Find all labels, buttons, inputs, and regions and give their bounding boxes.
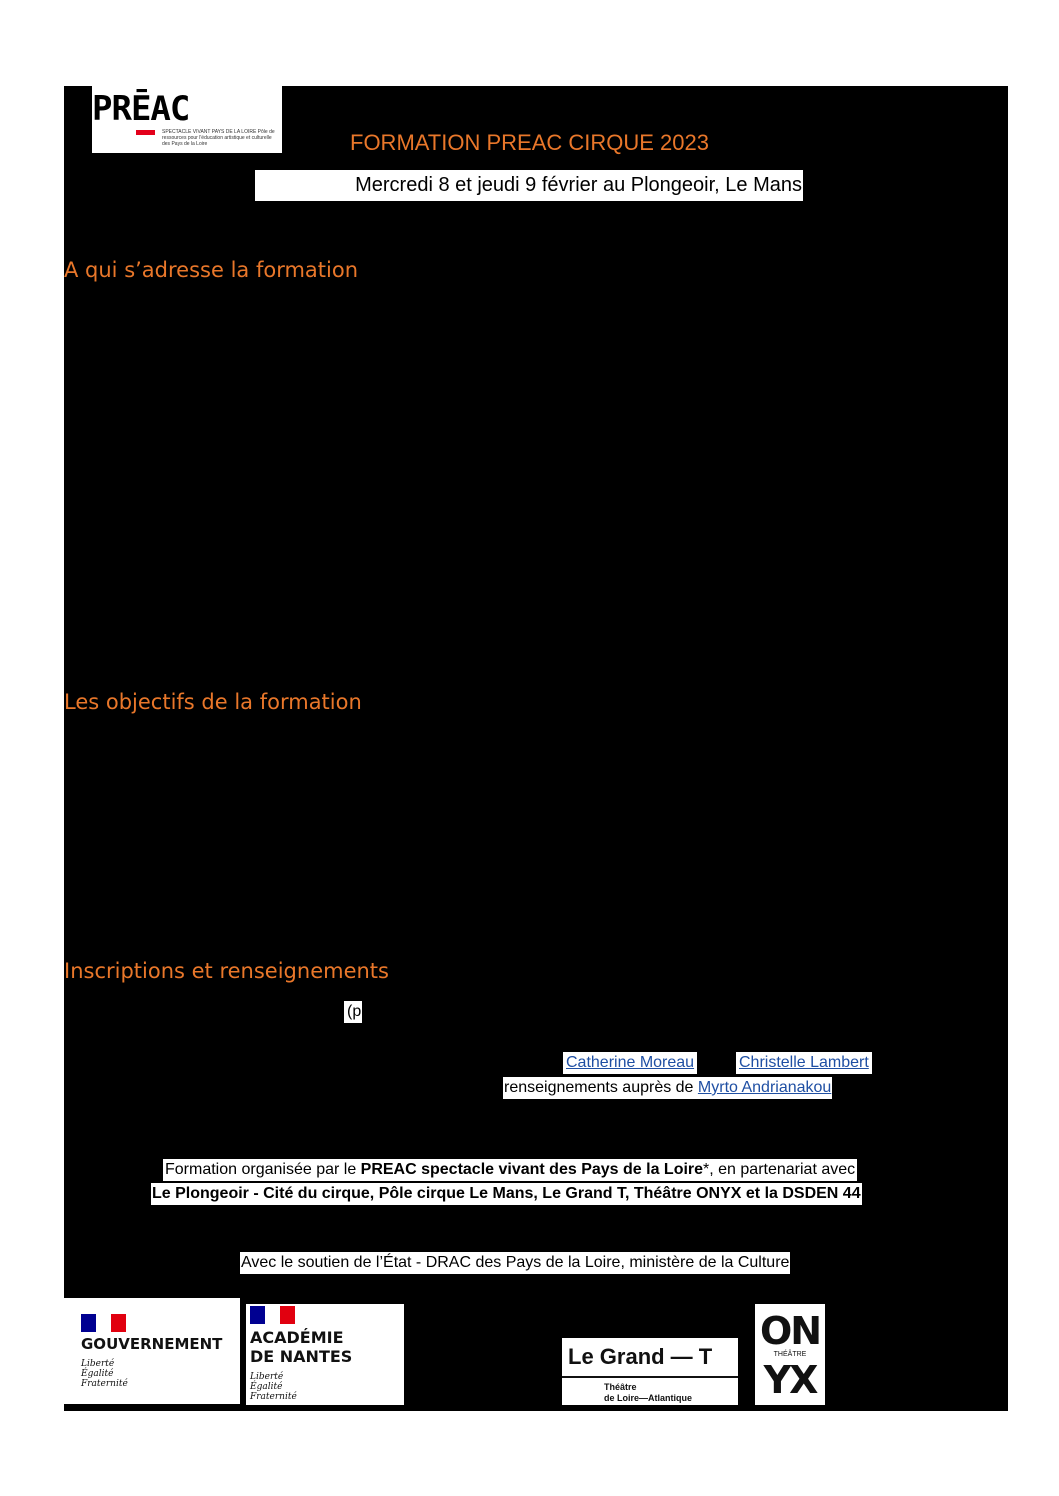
organised-prefix: Formation organisée par le: [165, 1161, 361, 1178]
french-flag-icon: [81, 1314, 126, 1332]
le-grand-t-sub-line: de Loire—Atlantique: [604, 1393, 693, 1403]
motto-line: Fraternité: [81, 1379, 128, 1389]
partners-line: Le Plongeoir - Cité du cirque, Pôle cirque Le Mans, Le Grand T, Théâtre ONYX et la DSDEN 44: [151, 1183, 862, 1205]
organised-suffix: *, en partenariat avec: [703, 1161, 856, 1178]
info-prefix: renseignements auprès de: [504, 1079, 698, 1096]
contact-link-text: Catherine Moreau: [566, 1054, 695, 1071]
gouvernement-logo: [64, 1298, 240, 1404]
academie-name-line: ACADÉMIE: [250, 1328, 344, 1347]
onyx-logo: [755, 1304, 825, 1405]
heading-audience: A qui s’adresse la formation: [64, 258, 359, 282]
registration-fragment: (p: [344, 1001, 362, 1023]
gouvernement-name: GOUVERNEMENT: [81, 1335, 223, 1353]
organised-by-line: [163, 1159, 857, 1181]
preac-logo-red-bar: [136, 130, 155, 135]
support-line: Avec le soutien de l’État - DRAC des Pays de la Loire, ministère de la Culture: [240, 1252, 790, 1274]
motto-line: Fraternité: [250, 1392, 297, 1402]
heading-objectives: Les objectifs de la formation: [64, 690, 362, 714]
onyx-top: ON: [759, 1309, 821, 1353]
motto-line: Liberté: [81, 1359, 115, 1369]
le-grand-t-sub-line: Théâtre: [604, 1382, 637, 1392]
page-title: FORMATION PREAC CIRQUE 2023: [350, 130, 709, 155]
academie-motto: [250, 1372, 297, 1402]
le-grand-t-subtitle: [604, 1382, 692, 1404]
le-grand-t-logo: [562, 1338, 738, 1405]
academie-nantes-logo: [246, 1304, 404, 1405]
page-background-panel: [64, 86, 1008, 1411]
preac-logo-wordmark: PRĒAC: [92, 89, 190, 129]
heading-registration: Inscriptions et renseignements: [64, 959, 389, 983]
le-grand-t-rule: [562, 1376, 738, 1378]
page-subtitle: Mercredi 8 et jeudi 9 février au Plongeoir, Le Mans: [255, 170, 803, 201]
motto-line: Égalité: [250, 1382, 283, 1392]
info-line: [503, 1077, 832, 1099]
academie-name-line: DE NANTES: [250, 1347, 353, 1366]
contact-link-myrto-andrianakou[interactable]: Myrto Andrianakou: [697, 1079, 832, 1096]
gouvernement-motto: [81, 1359, 128, 1389]
contact-link-christelle-lambert[interactable]: [736, 1052, 872, 1074]
organised-org: PREAC spectacle vivant des Pays de la Loire: [360, 1161, 704, 1178]
contact-link-text: Christelle Lambert: [739, 1054, 869, 1071]
academie-name: [250, 1328, 352, 1366]
onyx-bottom: YX: [763, 1358, 817, 1402]
french-flag-icon: [250, 1306, 295, 1324]
motto-line: Liberté: [250, 1372, 284, 1382]
preac-logo: [92, 86, 282, 153]
preac-logo-tagline: SPECTACLE VIVANT PAYS DE LA LOIRE Pôle de ressources pour l'éducation artistique et culturelle des Pays de la Loire: [162, 129, 275, 147]
contact-link-catherine-moreau[interactable]: [563, 1052, 697, 1074]
onyx-middle: THÉÂTRE: [773, 1351, 807, 1358]
motto-line: Égalité: [81, 1369, 114, 1379]
le-grand-t-name: Le Grand — T: [568, 1344, 713, 1369]
